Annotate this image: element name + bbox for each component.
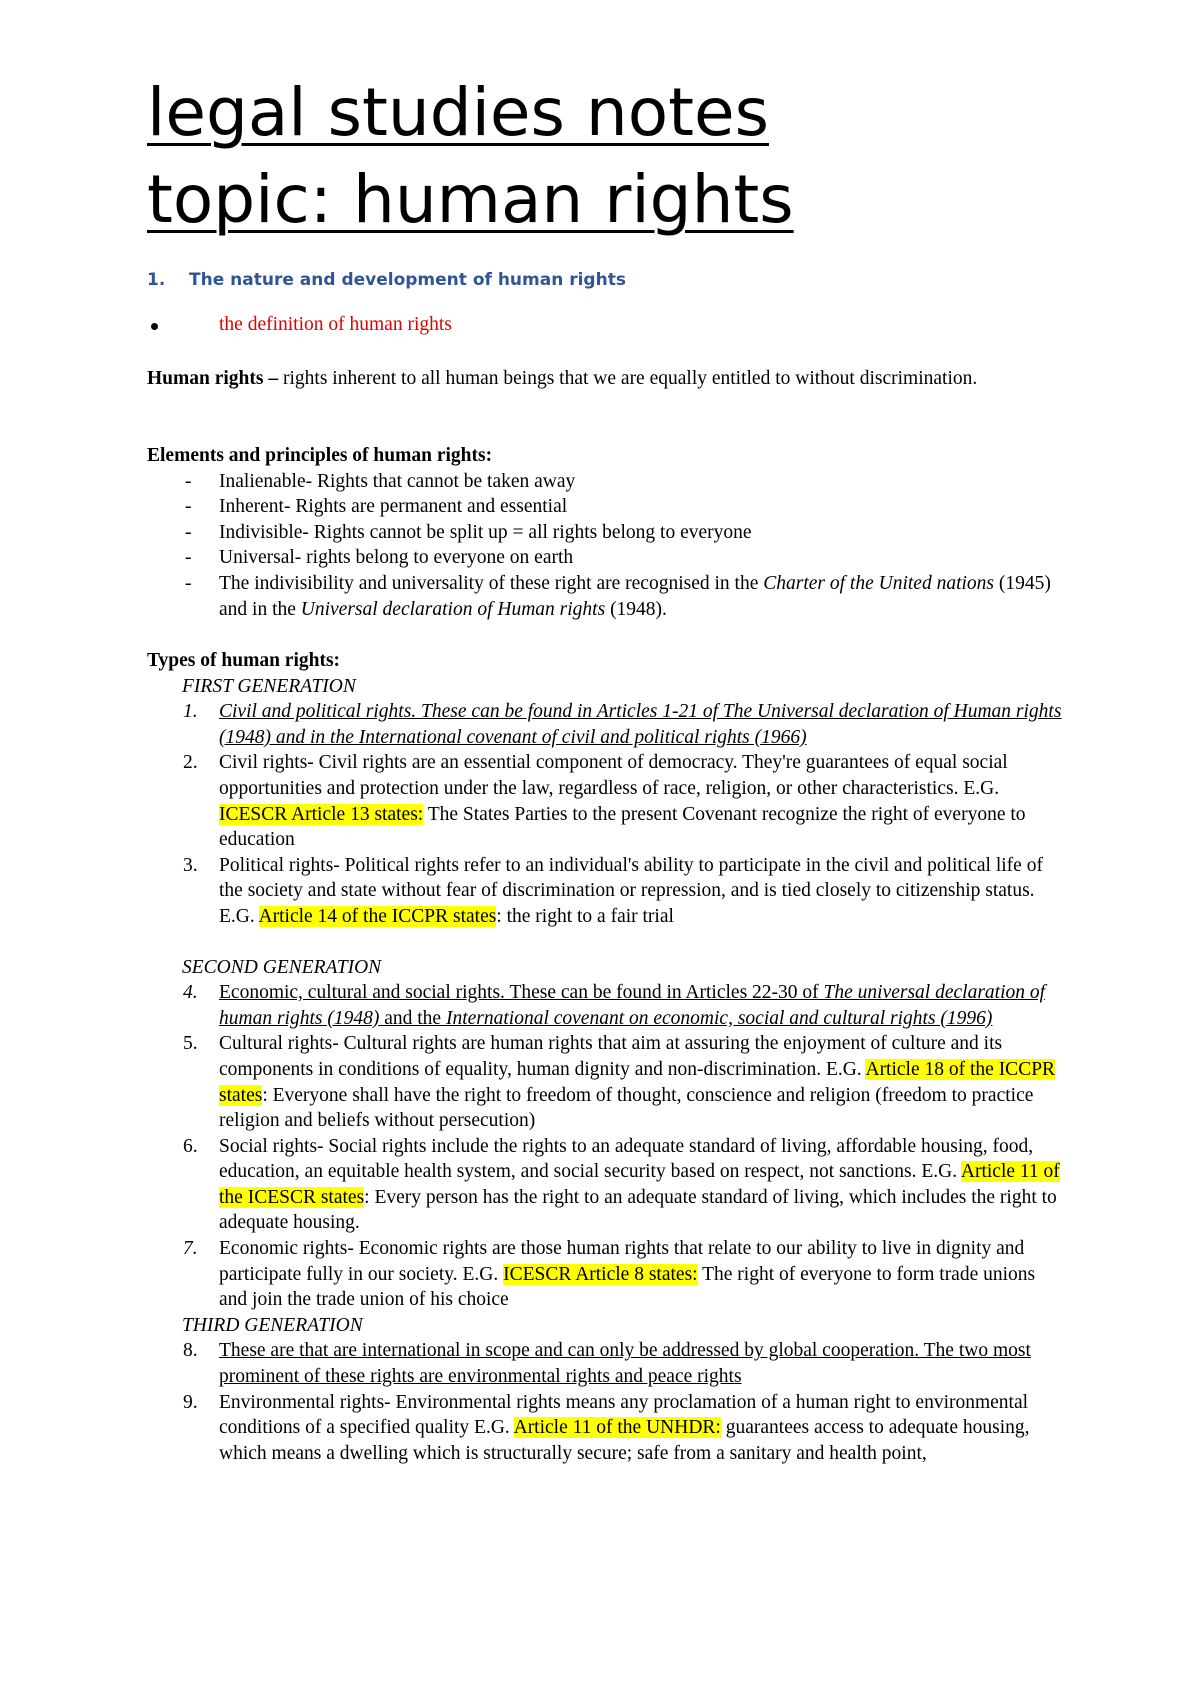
third-generation-label: THIRD GENERATION	[182, 1314, 363, 1336]
item-number: 4.	[183, 982, 198, 1004]
list-item	[147, 750, 1067, 852]
dash-icon: -	[185, 572, 192, 594]
types-block	[147, 648, 1067, 1466]
item-text: Social rights- Social rights include the rights to an adequate standard of living, affordable housing, food, education, an equitable health system, and social security based on respect, not sanctions. E.G.	[219, 1135, 1034, 1183]
udhr-title: Universal declaration of Human rights	[300, 598, 606, 620]
definition-block	[147, 366, 1067, 392]
definition-paragraph	[147, 366, 1067, 392]
dash-icon: -	[185, 496, 192, 518]
icescr-title: International covenant on economic, social and cultural rights (1996)	[445, 1007, 993, 1029]
item-text: The States Parties to the present Covenant recognize the right of everyone to education	[219, 803, 1026, 851]
definition-dash: –	[263, 368, 283, 389]
list-item	[147, 980, 1067, 1031]
item-text: Civil and political rights. These can be found in Articles 1-21 of The Universal declaration of Human rights (1948) and in the International covenant of civil and political rights (1966)	[219, 701, 1062, 748]
list-item-text: Inherent- Rights are permanent and essential	[219, 496, 568, 518]
definition-text: rights inherent to all human beings that we are equally entitled to without discrimination.	[282, 368, 978, 389]
charter-title: Charter of the United nations	[763, 572, 994, 594]
udhr-title: The universal declaration of human rights (1948)	[219, 982, 1046, 1029]
dash-icon: -	[185, 521, 192, 543]
highlighted-citation: ICESCR Article 8 states:	[503, 1263, 698, 1285]
list-item-text: Indivisible- Rights cannot be split up = all rights belong to everyone	[219, 521, 752, 543]
list-item	[147, 1134, 1067, 1236]
item-text: Economic, cultural and social rights. These can be found in Articles 22-30 of	[219, 982, 824, 1004]
charter-text-a: The indivisibility and universality of these right are recognised in the	[219, 572, 764, 594]
list-item	[147, 1031, 1067, 1133]
item-number: 2.	[183, 752, 198, 774]
item-text: Economic rights- Economic rights are those human rights that relate to our ability to live in dignity and participate fully in our society. E.G.	[219, 1238, 1025, 1285]
title-line-2: topic: human rights	[147, 161, 794, 238]
item-number: 3.	[183, 854, 198, 876]
first-generation-label: FIRST GENERATION	[182, 675, 356, 697]
elements-heading: Elements and principles of human rights:	[147, 445, 493, 466]
list-item	[147, 494, 1067, 520]
highlighted-citation: Article 11 of the UNHDR:	[513, 1417, 721, 1439]
highlighted-citation: Article 18 of the ICCPR states	[219, 1058, 1056, 1106]
item-number: 9.	[183, 1391, 198, 1413]
item-number: 7.	[183, 1238, 198, 1260]
section-number: 1.	[147, 270, 166, 290]
types-heading: Types of human rights:	[147, 650, 341, 671]
item-number: 6.	[183, 1135, 198, 1157]
list-item	[147, 571, 1067, 622]
item-text: Civil rights- Civil rights are an essential component of democracy. They're guarantees of equal social opportunities and protection under the law, regardless of race, religion, or other characteristics. E.G.	[219, 752, 1008, 799]
item-number: 8.	[183, 1340, 198, 1362]
list-item	[147, 520, 1067, 546]
charter-text-e: (1948).	[605, 598, 667, 620]
second-generation-list	[147, 980, 1067, 1313]
list-item	[147, 699, 1067, 750]
item-text: : Every person has the right to an adequate standard of living, which includes the right to adequate housing.	[219, 1186, 1057, 1234]
item-text: Political rights- Political rights refer to an individual's ability to participate in the civil and political life of the society and state without fear of discrimination or repression, and is tied closely to citizenship status. E.G.	[219, 854, 1043, 927]
title-line-1: legal studies notes	[147, 74, 769, 151]
highlighted-citation: ICESCR Article 13 states:	[219, 803, 424, 825]
item-text: The right of everyone to form trade unions and join the trade union of his choice	[219, 1263, 1036, 1311]
bullet-dot-icon	[151, 323, 158, 330]
elements-block	[147, 443, 1067, 622]
highlighted-citation: Article 14 of the ICCPR states	[258, 905, 497, 927]
item-number: 5.	[183, 1033, 198, 1055]
definition-bullet-text: the definition of human rights	[219, 314, 452, 335]
item-text: Environmental rights- Environmental rights means any proclamation of a human right to environmental conditions of a specified quality E.G.	[219, 1391, 1029, 1439]
second-generation-label: SECOND GENERATION	[182, 956, 382, 978]
list-item	[147, 853, 1067, 930]
definition-term: Human rights	[147, 368, 264, 389]
list-item	[147, 1236, 1067, 1313]
dash-icon: -	[185, 470, 192, 492]
list-item	[147, 1390, 1067, 1467]
item-text: These are that are international in scope and can only be addressed by global cooperation. The two most prominent of these rights are environmental rights and peace rights	[219, 1340, 1031, 1388]
first-generation-list	[147, 699, 1067, 929]
charter-text-c: (1945) and in the	[219, 572, 1051, 620]
item-text: guarantees access to adequate housing, which means a dwelling which is structurally secure; safe from a sanitary and health point,	[219, 1417, 1030, 1464]
list-item	[147, 1338, 1067, 1389]
item-text: : the right to a fair trial	[496, 905, 674, 927]
highlighted-citation: Article 11 of the ICESCR states	[219, 1161, 1060, 1208]
list-item	[147, 545, 1067, 571]
item-text: : Everyone shall have the right to freedom of thought, conscience and religion (freedom to practice religion and beliefs without persecution)	[219, 1084, 1034, 1132]
dash-icon: -	[185, 547, 192, 569]
list-item-text: Inalienable- Rights that cannot be taken away	[219, 470, 576, 492]
list-item	[147, 469, 1067, 495]
list-item-text: Universal- rights belong to everyone on earth	[219, 547, 574, 569]
elements-list	[147, 469, 1067, 623]
section-heading-text: The nature and development of human rights	[189, 270, 626, 290]
item-text: Cultural rights- Cultural rights are human rights that aim at assuring the enjoyment of culture and its components in conditions of equality, human dignity and non-discrimination. E.G.	[219, 1033, 1003, 1080]
third-generation-list	[147, 1338, 1067, 1466]
item-text: and the	[379, 1007, 446, 1029]
item-number: 1.	[183, 701, 198, 723]
section-heading	[147, 270, 626, 290]
